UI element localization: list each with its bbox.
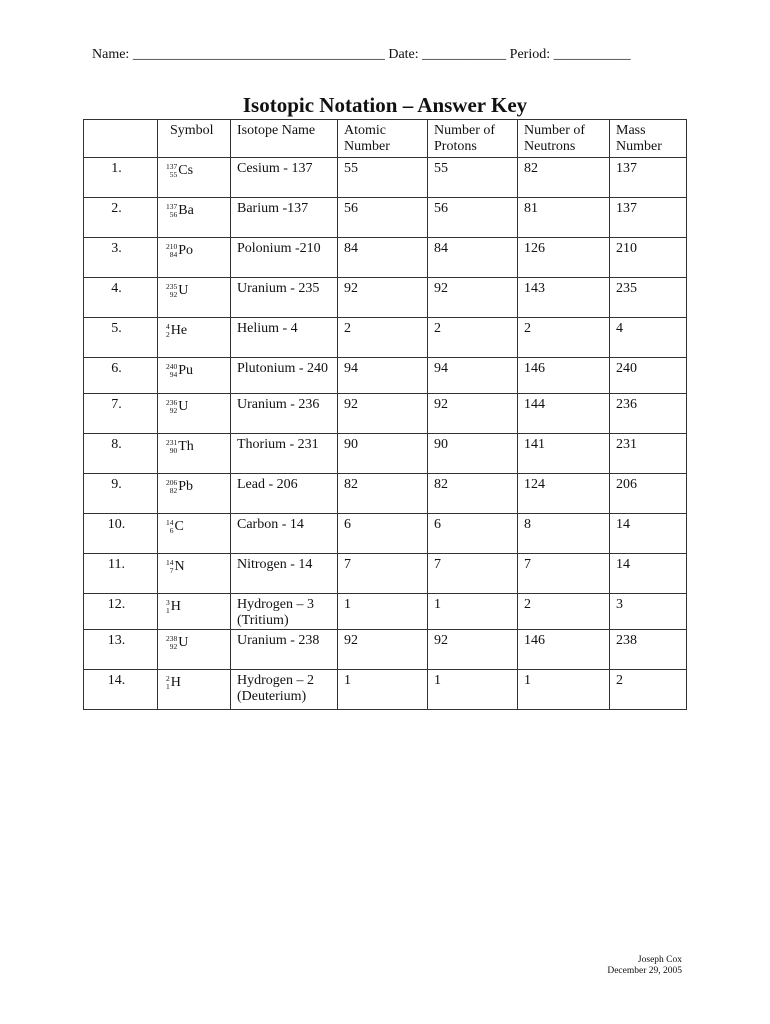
symbol-atomic-number: 7 <box>169 566 174 575</box>
symbol-element: He <box>170 323 188 338</box>
cell-mass-number: 238 <box>610 630 687 670</box>
cell-neutrons: 81 <box>518 198 610 238</box>
isotope-symbol <box>166 279 188 303</box>
symbol-atomic-number: 92 <box>169 406 178 415</box>
symbol-element: Po <box>178 243 194 258</box>
symbol-numbers <box>166 675 170 691</box>
cell-symbol <box>158 278 231 318</box>
symbol-numbers <box>166 243 177 259</box>
cell-mass-number: 2 <box>610 670 687 710</box>
symbol-atomic-number: 2 <box>166 330 170 339</box>
cell-isotope-name: Lead - 206 <box>231 474 338 514</box>
cell-row-number: 1. <box>84 158 158 198</box>
symbol-element: H <box>170 675 181 690</box>
table-row <box>84 474 687 514</box>
cell-symbol <box>158 394 231 434</box>
table-row <box>84 358 687 394</box>
symbol-numbers <box>166 439 177 455</box>
symbol-element: Pu <box>178 363 194 378</box>
isotope-symbol <box>166 671 181 695</box>
name-field[interactable]: ____________________________________ <box>132 47 385 62</box>
cell-isotope-name: Helium - 4 <box>231 318 338 358</box>
cell-neutrons: 2 <box>518 318 610 358</box>
symbol-mass-number: 236 <box>166 398 178 407</box>
cell-neutrons: 82 <box>518 158 610 198</box>
cell-atomic-number: 92 <box>338 278 428 318</box>
symbol-atomic-number: 1 <box>166 606 170 615</box>
symbol-mass-number: 4 <box>166 322 170 331</box>
symbol-mass-number: 240 <box>166 362 178 371</box>
symbol-mass-number: 137 <box>166 202 178 211</box>
symbol-element: Pb <box>178 479 194 494</box>
isotope-symbol <box>166 555 185 579</box>
column-header-atomic-number: Atomic Number <box>338 120 428 158</box>
cell-isotope-name: Hydrogen – 2 (Deuterium) <box>231 670 338 710</box>
cell-row-number: 13. <box>84 630 158 670</box>
cell-mass-number: 240 <box>610 358 687 394</box>
column-header-neutrons: Number of Neutrons <box>518 120 610 158</box>
column-header-isotope-name: Isotope Name <box>231 120 338 158</box>
cell-symbol <box>158 434 231 474</box>
footer-date: December 29, 2005 <box>607 966 682 976</box>
symbol-numbers <box>166 519 174 535</box>
cell-symbol <box>158 670 231 710</box>
cell-protons: 55 <box>428 158 518 198</box>
isotope-symbol <box>166 595 181 619</box>
symbol-element: Th <box>178 439 194 454</box>
cell-isotope-name: Polonium -210 <box>231 238 338 278</box>
cell-neutrons: 143 <box>518 278 610 318</box>
cell-neutrons: 124 <box>518 474 610 514</box>
symbol-numbers <box>166 203 177 219</box>
cell-mass-number: 235 <box>610 278 687 318</box>
cell-protons: 7 <box>428 554 518 594</box>
isotope-symbol <box>166 159 193 183</box>
cell-isotope-name: Thorium - 231 <box>231 434 338 474</box>
cell-row-number: 2. <box>84 198 158 238</box>
symbol-numbers <box>166 283 177 299</box>
cell-mass-number: 3 <box>610 594 687 630</box>
column-header-protons: Number of Protons <box>428 120 518 158</box>
column-header-mass-number: Mass Number <box>610 120 687 158</box>
symbol-mass-number: 210 <box>166 242 178 251</box>
table-row <box>84 158 687 198</box>
cell-row-number: 7. <box>84 394 158 434</box>
symbol-numbers <box>166 479 177 495</box>
cell-symbol <box>158 358 231 394</box>
cell-neutrons: 146 <box>518 358 610 394</box>
isotope-table <box>83 119 687 710</box>
cell-atomic-number: 2 <box>338 318 428 358</box>
cell-row-number: 12. <box>84 594 158 630</box>
date-label: Date: <box>388 47 419 62</box>
cell-mass-number: 231 <box>610 434 687 474</box>
cell-symbol <box>158 514 231 554</box>
isotope-symbol <box>166 359 193 383</box>
cell-atomic-number: 92 <box>338 394 428 434</box>
cell-protons: 92 <box>428 394 518 434</box>
symbol-atomic-number: 92 <box>169 642 178 651</box>
table-row <box>84 434 687 474</box>
symbol-mass-number: 231 <box>166 438 178 447</box>
cell-row-number: 3. <box>84 238 158 278</box>
cell-atomic-number: 94 <box>338 358 428 394</box>
symbol-atomic-number: 94 <box>169 370 178 379</box>
cell-neutrons: 8 <box>518 514 610 554</box>
cell-atomic-number: 6 <box>338 514 428 554</box>
cell-symbol <box>158 318 231 358</box>
table-body <box>84 158 687 710</box>
cell-isotope-name: Plutonium - 240 <box>231 358 338 394</box>
cell-protons: 82 <box>428 474 518 514</box>
cell-mass-number: 4 <box>610 318 687 358</box>
cell-protons: 92 <box>428 278 518 318</box>
cell-atomic-number: 1 <box>338 594 428 630</box>
column-header-number <box>84 120 158 158</box>
cell-isotope-name: Cesium - 137 <box>231 158 338 198</box>
name-label: Name: <box>92 47 130 62</box>
symbol-mass-number: 3 <box>166 598 170 607</box>
cell-row-number: 5. <box>84 318 158 358</box>
cell-row-number: 14. <box>84 670 158 710</box>
symbol-numbers <box>166 635 177 651</box>
symbol-mass-number: 206 <box>166 478 178 487</box>
symbol-element: Ba <box>178 203 194 218</box>
isotope-symbol <box>166 395 188 419</box>
cell-atomic-number: 1 <box>338 670 428 710</box>
footer-author: Joseph Cox <box>637 955 682 965</box>
symbol-element: N <box>174 559 185 574</box>
cell-symbol <box>158 198 231 238</box>
cell-row-number: 9. <box>84 474 158 514</box>
cell-mass-number: 137 <box>610 158 687 198</box>
page-title: Isotopic Notation – Answer Key <box>242 93 528 117</box>
cell-mass-number: 137 <box>610 198 687 238</box>
cell-protons: 1 <box>428 594 518 630</box>
symbol-numbers <box>166 323 170 339</box>
symbol-mass-number: 238 <box>166 634 178 643</box>
cell-row-number: 11. <box>84 554 158 594</box>
symbol-numbers <box>166 163 177 179</box>
symbol-numbers <box>166 363 177 379</box>
cell-mass-number: 206 <box>610 474 687 514</box>
isotope-symbol <box>166 199 194 223</box>
symbol-atomic-number: 90 <box>169 446 178 455</box>
isotope-symbol <box>166 475 193 499</box>
table-row <box>84 554 687 594</box>
symbol-mass-number: 14 <box>166 518 174 527</box>
cell-neutrons: 2 <box>518 594 610 630</box>
cell-protons: 56 <box>428 198 518 238</box>
symbol-mass-number: 137 <box>166 162 178 171</box>
symbol-atomic-number: 92 <box>169 290 178 299</box>
footer <box>607 955 682 977</box>
cell-isotope-name: Uranium - 238 <box>231 630 338 670</box>
cell-symbol <box>158 594 231 630</box>
isotope-symbol <box>166 435 194 459</box>
period-label: Period: <box>509 47 551 62</box>
symbol-mass-number: 14 <box>166 558 174 567</box>
cell-neutrons: 146 <box>518 630 610 670</box>
column-header-symbol: Symbol <box>158 120 231 158</box>
cell-isotope-name: Carbon - 14 <box>231 514 338 554</box>
cell-row-number: 6. <box>84 358 158 394</box>
cell-row-number: 10. <box>84 514 158 554</box>
table-header-row <box>84 120 687 158</box>
symbol-atomic-number: 1 <box>166 682 170 691</box>
cell-symbol <box>158 158 231 198</box>
cell-neutrons: 7 <box>518 554 610 594</box>
symbol-numbers <box>166 599 170 615</box>
cell-symbol <box>158 630 231 670</box>
cell-mass-number: 14 <box>610 554 687 594</box>
symbol-element: Cs <box>178 163 194 178</box>
cell-protons: 84 <box>428 238 518 278</box>
cell-isotope-name: Uranium - 236 <box>231 394 338 434</box>
cell-mass-number: 236 <box>610 394 687 434</box>
isotope-symbol <box>166 239 193 263</box>
cell-neutrons: 141 <box>518 434 610 474</box>
isotope-symbol <box>166 319 187 343</box>
cell-protons: 6 <box>428 514 518 554</box>
cell-row-number: 8. <box>84 434 158 474</box>
symbol-mass-number: 235 <box>166 282 178 291</box>
cell-symbol <box>158 554 231 594</box>
symbol-atomic-number: 56 <box>169 210 178 219</box>
table-row <box>84 514 687 554</box>
cell-atomic-number: 82 <box>338 474 428 514</box>
cell-atomic-number: 92 <box>338 630 428 670</box>
date-field[interactable]: ____________ <box>422 47 507 62</box>
symbol-atomic-number: 82 <box>169 486 178 495</box>
cell-neutrons: 126 <box>518 238 610 278</box>
isotope-symbol <box>166 515 184 539</box>
cell-protons: 90 <box>428 434 518 474</box>
cell-atomic-number: 90 <box>338 434 428 474</box>
table-row <box>84 278 687 318</box>
table-row <box>84 394 687 434</box>
table-row <box>84 318 687 358</box>
table-row <box>84 238 687 278</box>
cell-symbol <box>158 238 231 278</box>
symbol-atomic-number: 6 <box>169 526 174 535</box>
symbol-atomic-number: 84 <box>169 250 178 259</box>
symbol-element: U <box>178 283 189 298</box>
symbol-mass-number: 2 <box>166 674 170 683</box>
cell-protons: 92 <box>428 630 518 670</box>
cell-isotope-name: Nitrogen - 14 <box>231 554 338 594</box>
cell-neutrons: 144 <box>518 394 610 434</box>
cell-isotope-name: Uranium - 235 <box>231 278 338 318</box>
cell-atomic-number: 7 <box>338 554 428 594</box>
cell-isotope-name: Barium -137 <box>231 198 338 238</box>
cell-isotope-name: Hydrogen – 3 (Tritium) <box>231 594 338 630</box>
cell-protons: 2 <box>428 318 518 358</box>
cell-row-number: 4. <box>84 278 158 318</box>
isotope-symbol <box>166 631 188 655</box>
symbol-numbers <box>166 559 174 575</box>
cell-protons: 94 <box>428 358 518 394</box>
symbol-element: H <box>170 599 181 614</box>
symbol-element: C <box>174 519 184 534</box>
cell-symbol <box>158 474 231 514</box>
symbol-atomic-number: 55 <box>169 170 178 179</box>
cell-atomic-number: 56 <box>338 198 428 238</box>
cell-atomic-number: 55 <box>338 158 428 198</box>
cell-protons: 1 <box>428 670 518 710</box>
table-row <box>84 198 687 238</box>
table-row <box>84 594 687 630</box>
header-line <box>92 47 631 63</box>
period-field[interactable]: ___________ <box>553 47 631 62</box>
cell-neutrons: 1 <box>518 670 610 710</box>
table-row <box>84 630 687 670</box>
symbol-element: U <box>178 399 189 414</box>
table-row <box>84 670 687 710</box>
symbol-numbers <box>166 399 177 415</box>
symbol-element: U <box>178 635 189 650</box>
cell-atomic-number: 84 <box>338 238 428 278</box>
cell-mass-number: 210 <box>610 238 687 278</box>
cell-mass-number: 14 <box>610 514 687 554</box>
